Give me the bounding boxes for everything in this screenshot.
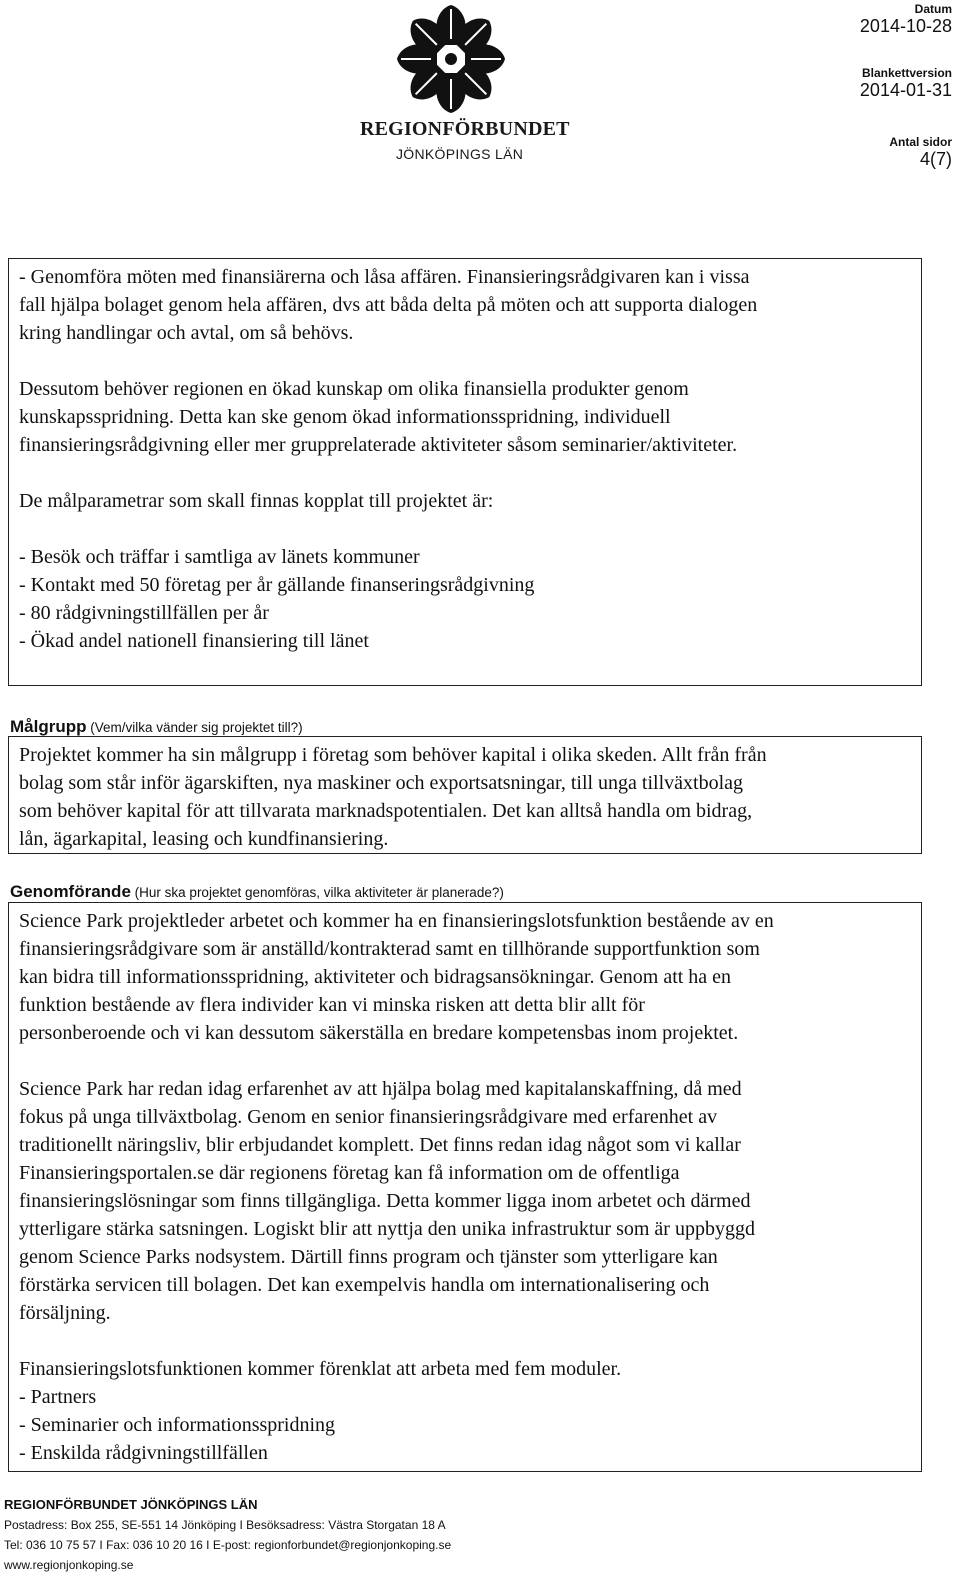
- text-line: Finansieringsportalen.se där regionens företag kan få information om de offentliga: [19, 1162, 680, 1184]
- genomforande-heading: [10, 882, 504, 902]
- text-line: - 80 rådgivningstillfällen per år: [19, 602, 269, 624]
- text-line: - Kontakt med 50 företag per år gällande finanseringsrådgivning: [19, 574, 535, 596]
- footer-web[interactable]: www.regionjonkoping.se: [4, 1558, 134, 1572]
- pages-block: [889, 135, 952, 170]
- version-label: Blankettversion: [861, 66, 952, 80]
- version-block: [860, 66, 952, 101]
- text-line: De målparametrar som skall finnas kopplat till projektet är:: [19, 490, 494, 512]
- text-line: kan bidra till informationsspridning, aktiviteter och bidragsansökningar. Genom att ha en: [19, 966, 732, 988]
- text-line: Projektet kommer ha sin målgrupp i företag som behöver kapital i olika skeden. Allt från från: [19, 744, 767, 766]
- genomforande-lines: [19, 907, 911, 1467]
- text-line: [19, 1047, 911, 1075]
- genomforande-box: [8, 902, 922, 1472]
- org-subtitle: JÖNKÖPINGS LÄN: [396, 146, 524, 162]
- malgrupp-lines: [19, 741, 911, 853]
- text-line: - Enskilda rådgivningstillfällen: [19, 1442, 268, 1464]
- date-label: Datum: [914, 2, 952, 16]
- text-line: - Ökad andel nationell finansiering till länet: [19, 630, 369, 652]
- text-line: [19, 459, 911, 487]
- text-line: Finansieringslotsfunktionen kommer förenklat att arbeta med fem moduler.: [19, 1358, 622, 1380]
- org-name: REGIONFÖRBUNDET: [360, 118, 570, 140]
- project-description-box: [8, 258, 922, 686]
- pages-label: Antal sidor: [889, 135, 952, 149]
- pages-value: 4(7): [919, 149, 952, 169]
- text-line: ytterligare stärka satsningen. Logiskt blir att nyttja den unika infrastruktur som är uppbyggd: [19, 1218, 755, 1240]
- text-line: Dessutom behöver regionen en ökad kunskap om olika finansiella produkter genom: [19, 378, 689, 400]
- text-line: finansieringslösningar som finns tillgängliga. Detta kommer ligga inom arbetet och därmed: [19, 1190, 751, 1212]
- version-value: 2014-01-31: [859, 80, 952, 100]
- text-line: försäljning.: [19, 1302, 111, 1324]
- text-line: traditionellt näringsliv, blir erbjudandet komplett. Det finns redan idag något som vi kallar: [19, 1134, 741, 1156]
- malgrupp-box: [8, 736, 922, 854]
- footer: [4, 1495, 451, 1575]
- text-line: kunskapsspridning. Detta kan ske genom ökad informationsspridning, individuell: [19, 406, 671, 428]
- text-line: kring handlingar och avtal, om så behövs.: [19, 322, 354, 344]
- text-line: lån, ägarkapital, leasing och kundfinansiering.: [19, 828, 389, 850]
- box1-lines: [19, 263, 911, 655]
- malgrupp-label: Målgrupp: [10, 717, 87, 736]
- malgrupp-heading: [10, 717, 303, 737]
- footer-title: REGIONFÖRBUNDET JÖNKÖPINGS LÄN: [4, 1497, 258, 1512]
- text-line: [19, 515, 911, 543]
- footer-address: Postadress: Box 255, SE-551 14 Jönköping I Besöksadress: Västra Storgatan 18 A: [4, 1518, 446, 1532]
- text-line: [19, 347, 911, 375]
- text-line: som behöver kapital för att tillvarata marknadspotentialen. Det kan alltså handla om bidrag,: [19, 800, 753, 822]
- text-line: finansieringsrådgivning eller mer grupprelaterade aktiviteter såsom seminarier/aktiviteter.: [19, 434, 738, 456]
- genomforande-label: Genomförande: [10, 882, 131, 901]
- footer-contact: Tel: 036 10 75 57 I Fax: 036 10 20 16 I E-post: regionforbundet@regionjonkoping.se: [4, 1538, 452, 1552]
- genomforande-hint: (Hur ska projektet genomföras, vilka aktiviteter är planerade?): [134, 885, 504, 900]
- text-line: [19, 1327, 911, 1355]
- text-line: fall hjälpa bolaget genom hela affären, dvs att båda delta på möten och att supporta dialogen: [19, 294, 758, 316]
- text-line: fokus på unga tillväxtbolag. Genom en senior finansieringsrådgivare med erfarenhet av: [19, 1106, 718, 1128]
- text-line: - Partners: [19, 1386, 97, 1408]
- text-line: Science Park projektleder arbetet och kommer ha en finansieringslotsfunktion bestående av en: [19, 910, 774, 932]
- text-line: bolag som står inför ägarskiften, nya maskiner och exportsatsningar, till unga tillväxtbolag: [19, 772, 744, 794]
- text-line: personberoende och vi kan dessutom säkerställa en bredare kompetensbas inom projektet.: [19, 1022, 739, 1044]
- text-line: - Besök och träffar i samtliga av länets kommuner: [19, 546, 420, 568]
- text-line: - Seminarier och informationsspridning: [19, 1414, 336, 1436]
- text-line: genom Science Parks nodsystem. Därtill finns program och tjänster som ytterligare kan: [19, 1246, 718, 1268]
- text-line: Science Park har redan idag erfarenhet av att hjälpa bolag med kapitalanskaffning, då med: [19, 1078, 742, 1100]
- text-line: förstärka servicen till bolagen. Det kan exempelvis handla om internationalisering och: [19, 1274, 710, 1296]
- date-value: 2014-10-28: [859, 16, 952, 36]
- date-block: [860, 2, 952, 37]
- malgrupp-hint: (Vem/vilka vänder sig projektet till?): [90, 720, 303, 735]
- regionforbundet-logo: [396, 4, 506, 114]
- text-line: finansieringsrådgivare som är anställd/kontrakterad samt en tillhörande supportfunktion som: [19, 938, 760, 960]
- text-line: funktion bestående av flera individer kan vi minska risken att detta blir allt för: [19, 994, 645, 1016]
- text-line: - Genomföra möten med finansiärerna och låsa affären. Finansieringsrådgivaren kan i vissa: [19, 266, 750, 288]
